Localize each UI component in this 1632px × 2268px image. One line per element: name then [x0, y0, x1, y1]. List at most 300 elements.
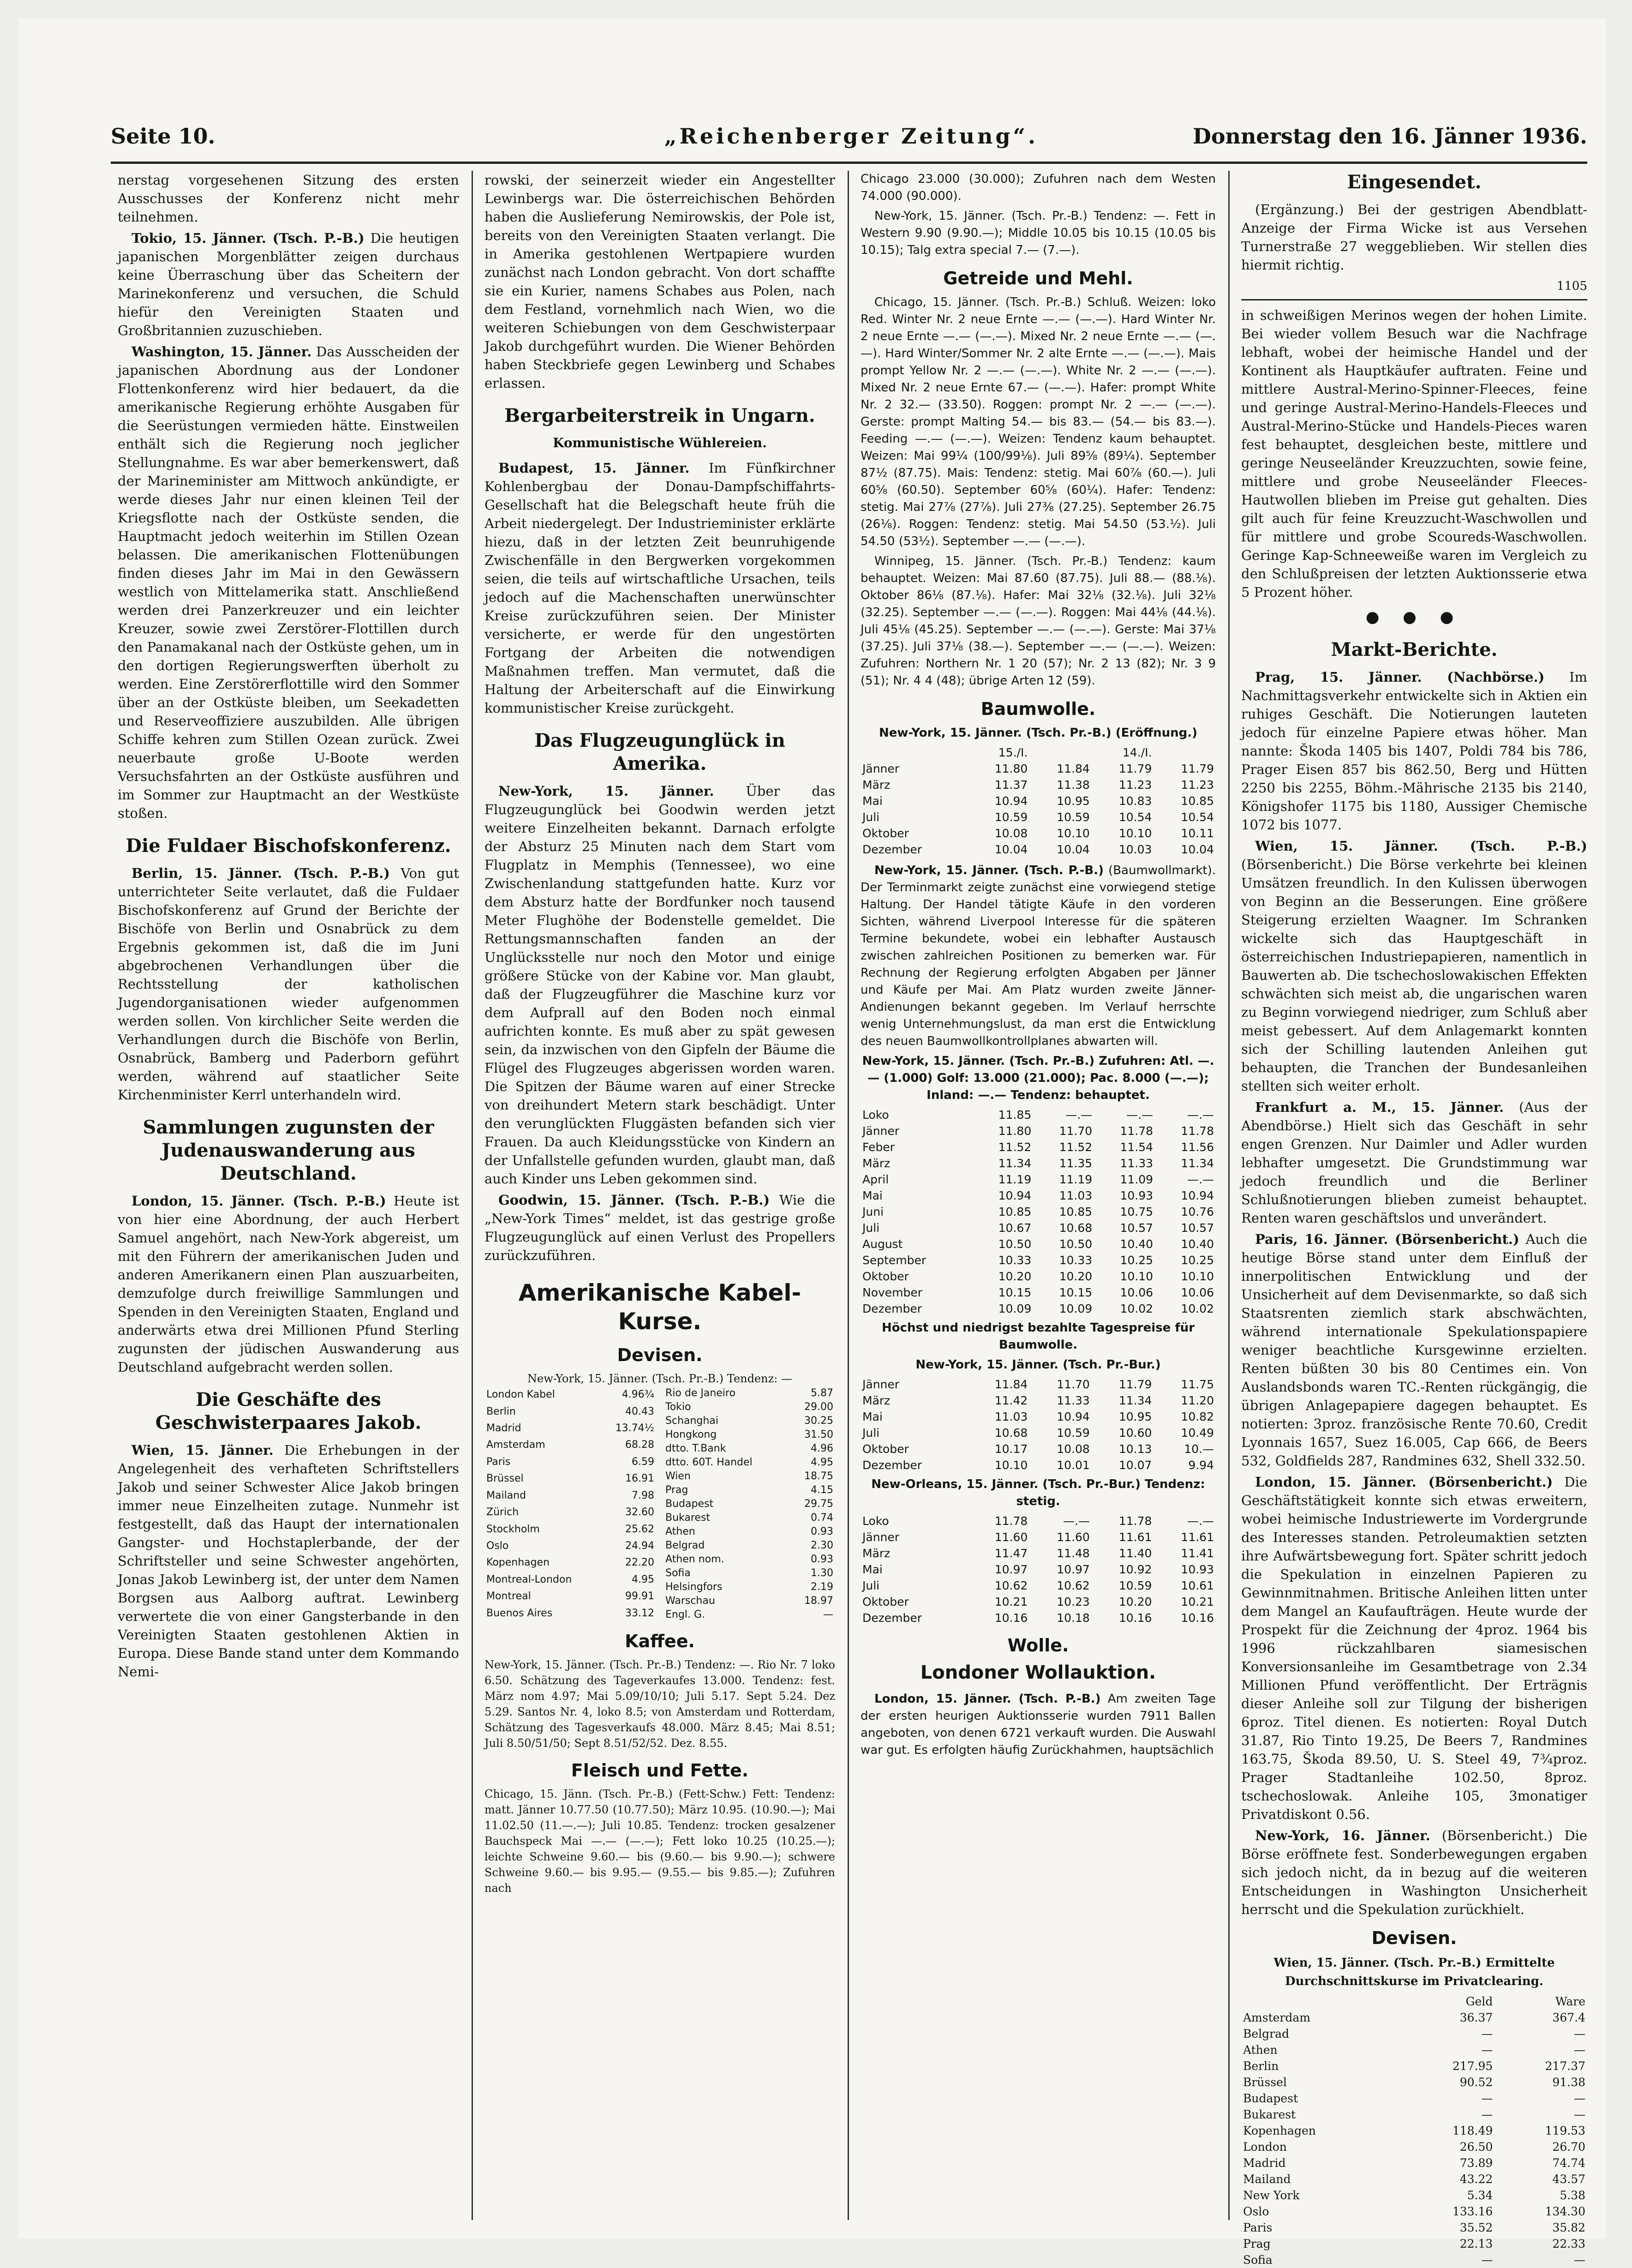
row-label: Budapest: [665, 1498, 714, 1510]
column-divider: [848, 171, 849, 2220]
table-row: [484, 1470, 656, 1487]
table-cell: 10.16: [994, 1611, 1028, 1625]
table-cell: 74.74: [1552, 2156, 1585, 2170]
table-row: [484, 1521, 656, 1537]
table-cell: [1154, 744, 1216, 761]
kabel-rates: [484, 1386, 835, 1622]
table-row: [484, 1605, 656, 1622]
table-row: [861, 1204, 1216, 1220]
table-row: [861, 1107, 1216, 1123]
issue-date: Donnerstag den 16. Jänner 1936.: [1192, 124, 1587, 149]
row-label: Kopenhagen: [1243, 2124, 1316, 2137]
devisen-title: Devisen.: [1371, 1928, 1457, 1948]
table-row: [861, 1610, 1216, 1626]
article-text: Wie die „New-York Times“ meldet, ist das gestrige große Flugzeugunglück auf einen Verlust des Propellers zurückzuführen.: [484, 1192, 835, 1263]
row-label: Oktober: [862, 1595, 909, 1608]
row-label: Juni: [862, 1205, 884, 1218]
table-cell: 22.33: [1552, 2237, 1585, 2250]
table-cell: 10.01: [1057, 1458, 1090, 1472]
row-label: Zürich: [486, 1506, 519, 1518]
table-cell: 10.11: [1181, 827, 1214, 840]
table-cell: 11.54: [1120, 1140, 1154, 1154]
table-cell: 10.50: [998, 1237, 1032, 1251]
table-cell: —: [1481, 2108, 1493, 2121]
row-label: London Kabel: [486, 1389, 555, 1401]
winnipeg-text: Winnipeg, 15. Jänner. (Tsch. Pr.-B.) Tendenz: kaum behauptet. Weizen: Mai 87.60 (87.75). Juli 88.— (88.⅛). Oktober 86⅛ (87.⅛). Hafer: Mai 32⅛ (32.⅛). Juli 32⅛ (32.25). September —.— (—.—). Roggen: Mai 44⅛ (44.⅛). Juli 45⅛ (45.25). September —.— (—.—). Gerste: Mai 37⅛ (37.25). Juli 37⅛ (38.—). September —.— (—.—). Weizen: Zufuhren: Northern Nr. 1 20 (57); Nr. 2 13 (82); Nr. 3 9 (51); Nr. 4 4 (48); übrige Arten 12 (59).: [861, 554, 1216, 688]
baumwolle-title: Baumwolle.: [980, 699, 1096, 719]
table-cell: 11.03: [1059, 1189, 1093, 1202]
row-label: New York: [1243, 2189, 1300, 2202]
row-label: Wien: [665, 1470, 691, 1482]
row-label: Loko: [862, 1108, 889, 1122]
table-cell: 118.49: [1452, 2124, 1493, 2137]
table-row: [861, 1220, 1216, 1236]
table-cell: Ware: [1555, 1995, 1585, 2008]
table-cell: 0.74: [811, 1512, 833, 1524]
kaffee-text: New-York, 15. Jänner. (Tsch. Pr.-B.) Tendenz: —. Rio Nr. 7 loko 6.50. Schätzung des Tageverkaufes 13.000. Tendenz: fest. März nom 4.97; Mai 5.09/10/10; Juli 5.17. Sept 5.24. Dez 5.29. Santos Nr. 4, loko 8.5; von Amsterdam und Rotterdam, Schätzung des Tagesverkaufs 48.000. März 8.45; Mai 8.51; Juli 8.50/51/50; Sept 8.51/52/52. Dez. 8.55.: [484, 1658, 835, 1750]
article-text: (Baumwollmarkt). Der Terminmarkt zeigte zunächst eine vorwiegend stetige Haltung. Der Handel tätigte Käufe in den vorderen Sichten, während Liverpool Interesse für die späteren Termine bekundete, wobei ein lebhafter Austausch zwischen zahlreichen Positionen zu bemerken war. Für Rechnung der Regierung erfolgten Abgaben per Jänner und Käufe per Mai. Am Platz wurden zweite Jänner-Andienungen bekannt gegeben. Im Verlauf herrschte wenig Unternehmungslust, da man erst die Entwicklung des neuen Baumwollkontrollplanes abwarten will.: [861, 864, 1216, 1048]
row-label: Brüssel: [486, 1473, 524, 1485]
table-cell: 14./I.: [1122, 746, 1152, 759]
kabel-devisen-title: Devisen.: [617, 1345, 703, 1365]
table-cell: 10.94: [1057, 1410, 1090, 1423]
table-cell: 10.59: [1057, 1426, 1090, 1440]
table-cell: 11.23: [1118, 778, 1152, 792]
article-paragraph: [118, 342, 459, 822]
row-label: Sofia: [1243, 2253, 1273, 2267]
table-row: [664, 1497, 835, 1511]
table-cell: 10.15: [998, 1286, 1032, 1299]
newspaper-title: „Reichenberger Zeitung“.: [664, 124, 1039, 149]
table-row: [861, 1441, 1216, 1457]
row-label: London: [1243, 2140, 1287, 2154]
baumwolle-table: [861, 744, 1216, 858]
article-paragraph: [1241, 837, 1587, 1095]
page-header: [111, 124, 1587, 156]
table-cell: 10.40: [1181, 1237, 1214, 1251]
table-cell: 11.80: [998, 1124, 1032, 1138]
table-row: [484, 1454, 656, 1470]
table-row: [861, 761, 1216, 777]
table-cell: 6.59: [632, 1456, 654, 1468]
table-cell: 119.53: [1545, 2124, 1585, 2137]
column-2: [484, 171, 835, 2220]
table-row: [484, 1504, 656, 1521]
table-row: [664, 1483, 835, 1497]
table-cell: —: [1574, 2027, 1585, 2040]
kabel-devisen-head: New-York, 15. Jänner. (Tsch. Pr.-B.) Tendenz: —: [527, 1372, 792, 1385]
table-cell: [1029, 744, 1092, 761]
article-paragraph: [118, 864, 459, 1104]
table-cell: 11.60: [1057, 1530, 1090, 1544]
table-cell: 35.82: [1552, 2221, 1585, 2234]
kabel-rates-left: [484, 1386, 656, 1622]
table-row: [861, 1392, 1216, 1409]
table-cell: 0.93: [811, 1554, 833, 1565]
column-4: [1241, 171, 1588, 2267]
dateline: Goodwin, 15. Jänner. (Tsch. P.-B.): [498, 1192, 770, 1208]
article-text: Am zweiten Tage der ersten heurigen Auktionsserie wurden 7911 Ballen angeboten, von denen 6721 verkauft wurden. Die Auswahl war gut. Es erfolgten häufig Zurückhahmen, hauptsächlich: [861, 1692, 1216, 1757]
table-row: [664, 1580, 835, 1594]
table-cell: 10.17: [994, 1442, 1028, 1456]
table-row: [1241, 2252, 1587, 2268]
table-row: [664, 1553, 835, 1566]
table-cell: 10.97: [1057, 1563, 1090, 1576]
table-cell: 10.02: [1120, 1302, 1154, 1315]
table-cell: 11.41: [1181, 1547, 1214, 1560]
dateline: London, 15. Jänner. (Börsenbericht.): [1255, 1474, 1553, 1490]
article-paragraph: [861, 1691, 1216, 1759]
article-paragraph: [1241, 1826, 1587, 1919]
table-cell: 10.68: [1059, 1221, 1093, 1235]
table-cell: 18.97: [804, 1595, 833, 1607]
row-label: März: [862, 1157, 891, 1170]
table-cell: 10.10: [994, 1458, 1028, 1472]
row-label: Mai: [862, 1563, 883, 1576]
table-row: [484, 1488, 656, 1504]
article-paragraph: [1241, 1098, 1587, 1227]
table-cell: 10.59: [1057, 810, 1090, 824]
article-text: Über das Flugzeugunglück bei Goodwin werden jetzt weitere Einzelheiten bekannt. Darnach erfolgte der Absturz 25 Minuten nach dem Start vom Flugplatz in Memphis (Tennessee), wo eine Zwischenlandung stattgefunden hatte. Kurz vor dem Absturz hatte der Bordfunker noch tausend Meter Flughöhe der Bodenstelle gemeldet. Die Rettungsmannschaften fanden an der Unglücksstelle nur noch den Motor und einige größere Stücke von der Kabine vor. Man glaubt, daß der Flugzeugführer die Maschine kurz vor dem Aufprall auf den Boden noch einmal aufrichten konnte. Es muß aber zu spät gewesen sein, da inzwischen von den Gipfeln der Bäume die Flügel des Flugzeuges abgerissen worden waren. Die Spitzen der Bäume waren auf einer Strecke von dreihundert Metern stark beschädigt. Unter den verunglückten Fluggästen befanden sich vier Frauen. Da auch Kleidungsstücke von Kindern an der Unfallstelle gefunden wurden, glaubt man, daß auch Kinder uns Leben gekommen sind.: [484, 783, 836, 1187]
table-row: [861, 1545, 1216, 1561]
table-cell: 68.28: [625, 1439, 654, 1451]
header-rule: [111, 162, 1587, 164]
table-cell: —: [1481, 2043, 1493, 2057]
dateline: Budapest, 15. Jänner.: [498, 460, 690, 476]
market-text: Chicago 23.000 (30.000); Zufuhren nach dem Westen 74.000 (90.000).: [861, 172, 1216, 203]
newspaper-page: [18, 18, 1606, 2267]
table-row: [861, 1171, 1216, 1188]
table-cell: 10.85: [998, 1205, 1032, 1218]
row-label: Juli: [862, 810, 880, 824]
table-cell: 99.91: [625, 1590, 654, 1602]
table-cell: 11.85: [998, 1108, 1032, 1122]
dateline: Wien, 15. Jänner.: [132, 1442, 274, 1458]
table-cell: —.—: [1187, 1108, 1214, 1122]
table-row: [861, 1123, 1216, 1139]
table-row: [1241, 2042, 1587, 2058]
table-row: [1241, 2187, 1587, 2203]
table-row: [484, 1572, 656, 1588]
table-cell: 43.57: [1552, 2172, 1585, 2186]
table-row: [484, 1403, 656, 1420]
table-cell: 10.83: [1118, 794, 1152, 808]
headline: Sammlungen zugunsten der Judenauswanderung aus Deutschland.: [143, 1116, 434, 1184]
table-row: [1241, 2010, 1587, 2026]
table-cell: 26.70: [1552, 2140, 1585, 2154]
row-label: [861, 744, 968, 761]
table-cell: 2.19: [811, 1581, 833, 1593]
row-label: Schanghai: [665, 1415, 718, 1427]
row-label: Oktober: [862, 827, 909, 840]
table-row: [861, 777, 1216, 793]
table-cell: 134.30: [1545, 2205, 1585, 2218]
notice-number: 1105: [1556, 279, 1587, 293]
table-cell: 91.38: [1552, 2076, 1585, 2089]
table-cell: 10.16: [1118, 1611, 1152, 1625]
row-label: [1241, 1993, 1402, 2010]
dateline: London, 15. Jänner. (Tsch. P.-B.): [132, 1193, 386, 1209]
article-text: Von gut unterrichteter Seite verlautet, daß die Fuldaer Bischofskonferenz auf Grund der Berichte der Bischöfe von Berlin und Osnabrück zu dem Ergebnis gekommen ist, daß die im Juni abgebrochenen Verhandlungen über die Rechtsstellung der katholischen Jugendorganisationen wieder aufgenommen werden sollen. Von kirchlicher Seite werden die Verhandlungen durch die Bischöfe von Berlin, Osnabrück, Bamberg und Paderborn geführt werden, während auf staatlicher Seite Kirchenminister Kerrl unterhandeln wird.: [118, 865, 459, 1103]
baumwolle-table: [861, 1376, 1216, 1473]
headline: Bergarbeiterstreik in Ungarn.: [504, 405, 815, 426]
table-cell: 33.12: [625, 1607, 654, 1619]
table-cell: —: [1481, 2027, 1493, 2040]
table-row: [861, 1155, 1216, 1171]
table-cell: —: [1574, 2043, 1585, 2057]
table-cell: 10.57: [1120, 1221, 1154, 1235]
table-cell: 10.04: [1181, 843, 1214, 856]
table-cell: 10.06: [1120, 1286, 1154, 1299]
row-label: Tokio: [665, 1401, 691, 1413]
table-row: [1241, 2203, 1587, 2220]
table-row: [861, 1268, 1216, 1284]
table-row: [861, 1236, 1216, 1252]
row-label: Budapest: [1243, 2092, 1298, 2105]
row-label: Madrid: [1243, 2156, 1286, 2170]
table-cell: —.—: [1065, 1108, 1093, 1122]
table-header-row: [861, 744, 1216, 761]
table-row: [861, 793, 1216, 809]
table-cell: 10.62: [1057, 1579, 1090, 1592]
article-paragraph: [861, 862, 1216, 1050]
table-cell: 11.19: [1059, 1173, 1093, 1186]
table-cell: 11.60: [994, 1530, 1028, 1544]
table-cell: 10.62: [994, 1579, 1028, 1592]
headline: Eingesendet.: [1347, 171, 1482, 193]
table-cell: 24.94: [625, 1540, 654, 1552]
table-cell: 2.30: [811, 1540, 833, 1551]
table-cell: 1.30: [811, 1567, 833, 1579]
table-cell: 11.48: [1057, 1547, 1090, 1560]
row-label: Berlin: [486, 1405, 516, 1417]
table-cell: 7.98: [632, 1489, 654, 1501]
table-cell: 5.87: [811, 1387, 833, 1399]
table-cell: 16.91: [625, 1473, 654, 1485]
table-cell: 11.23: [1181, 778, 1214, 792]
table-cell: 10.21: [1181, 1595, 1214, 1608]
table-row: [1241, 2058, 1587, 2074]
baumwolle-table: [861, 1107, 1216, 1317]
table-cell: 11.70: [1059, 1124, 1093, 1138]
section-separator: ● ● ●: [1365, 608, 1463, 626]
dateline: Tokio, 15. Jänner. (Tsch. P.-B.): [132, 230, 365, 246]
row-label: August: [862, 1237, 903, 1251]
table-cell: 217.37: [1545, 2059, 1585, 2073]
column-1: [118, 171, 459, 2220]
fleisch-text: Chicago, 15. Jänn. (Tsch. Pr.-B.) (Fett-Schw.) Fett: Tendenz: matt. Jänner 10.77.50 (10.77.50); März 10.95. (10.90.—); Mai 11.02.50 (11.—.—); Juli 10.85. Tendenz: trocken gesalzener Bauchspeck Mai —.— (—.—); Fett loko 10.25 (10.25.—); leichte Schweine 9.60.— bis (9.60.— bis 9.90.—); schwere Schweine 9.60.— bis 9.95.— (9.55.— bis 9.85.—); Zufuhren nach: [484, 1788, 835, 1895]
table-cell: 10.02: [1181, 1302, 1214, 1315]
row-label: Bukarest: [1243, 2108, 1296, 2121]
table-cell: 11.75: [1181, 1378, 1214, 1391]
table-row: [861, 1425, 1216, 1441]
table-cell: 10.07: [1118, 1458, 1152, 1472]
table-row: [664, 1511, 835, 1525]
table-cell: 10.95: [1118, 1410, 1152, 1423]
table-cell: 10.95: [1057, 794, 1090, 808]
table-cell: 10.08: [1057, 1442, 1090, 1456]
table-row: [484, 1588, 656, 1605]
table-cell: 29.75: [804, 1498, 833, 1510]
table-row: [861, 841, 1216, 858]
row-label: Oktober: [862, 1442, 909, 1456]
table-cell: 10.67: [998, 1221, 1032, 1235]
table-cell: 10.85: [1059, 1205, 1093, 1218]
table-cell: 11.19: [998, 1173, 1032, 1186]
article-text: Das Ausscheiden der japanischen Abordnung aus der Londoner Flottenkonferenz wird hier bedauert, da die amerikanische Regierung erhöhte Ausgaben für die Seerüstungen vermieden hätte. Einstweilen enthält sich die Regierung noch jeglicher Stellungnahme. Es war aber bemerkenswert, daß der Marineminister am Mittwoch ankündigte, er werde dieses Jahr nur einen kleinen Teil der Kriegsflotte nach der Ostküste senden, die Hauptmacht jedoch weiterhin im Stillen Ozean belassen. Die amerikanischen Flottenübungen finden dieses Jahr im Mai in den Gewässern westlich von Mittelamerika statt. Anschließend werden drei Panzerkreuzer und ein leichter Kreuzer, sowie zwei Zerstörer-Flottillen durch den Panamakanal nach der Ostküste gehen, um in den dortigen Regierungswerften überholt zu werden. Eine Zerstörerflottille wird den Sommer über an der Ostküste bleiben, um Seekadetten und Reserveoffiziere auszubilden. Alle übrigen Schiffe kehren zum Stillen Ozean zurück. Zwei neuerbaute große U-Boote werden Versuchsfahrten an der Ostküste ausführen und im Sommer zur Hauptmacht an der Westküste stoßen.: [118, 344, 460, 821]
table-row: [861, 1409, 1216, 1425]
dateline: Wien, 15. Jänner. (Tsch. P.-B.): [1255, 838, 1587, 854]
table-row: [664, 1566, 835, 1580]
table-row: [861, 1529, 1216, 1545]
table-cell: —: [1574, 2253, 1585, 2267]
table-cell: 15./I.: [998, 746, 1028, 759]
baumwolle-table-head: New-Orleans, 15. Jänner. (Tsch. Pr.-Bur.) Tendenz: stetig.: [871, 1477, 1205, 1508]
row-label: Paris: [486, 1456, 511, 1468]
table-cell: 10.93: [1120, 1189, 1154, 1202]
row-label: Mai: [862, 1410, 883, 1423]
table-cell: 10.04: [994, 843, 1028, 856]
table-cell: 11.70: [1057, 1378, 1090, 1391]
article-text: (Börsenbericht.) Die Börse eröffnete fest. Sonderbewegungen ergaben sich jedoch nicht, da in bezug auf die weiteren Entscheidungen in Washington Unsicherheit herrscht und die Spekulation zurückhielt.: [1241, 1828, 1588, 1917]
devisen-table: [1241, 1993, 1587, 2268]
row-label: Athen: [1243, 2043, 1278, 2057]
row-label: Jänner: [862, 1124, 900, 1138]
table-row: [484, 1437, 656, 1453]
table-row: [1241, 2236, 1587, 2252]
section-rule: [1241, 299, 1587, 300]
article-paragraph: [1241, 1473, 1587, 1824]
row-label: März: [862, 1547, 891, 1560]
row-label: Loko: [862, 1514, 889, 1528]
article-text: Im Fünfkirchner Kohlenbergbau der Donau-Dampfschiffahrts-Gesellschaft hat die Belegschaft heute früh die Arbeit niedergelegt. Der Industrieminister erklärte hiezu, daß in der letzten Zeit beunruhigende Zwischenfälle in den Bergwerken vorgekommen seien, die teils auf wirtschaftliche Ursachen, teils jedoch auf die Machenschaften unerwünschter Kreise zurückzuführen seien. Der Minister versicherte, er werde für den ungestörten Fortgang der Arbeiten die notwendigen Maßnahmen treffen. Man vermutet, daß die Haltung der Arbeiterschaft auf die Einwirkung kommunistischer Kreise zurückgeht.: [484, 460, 836, 716]
table-cell: 10.21: [994, 1595, 1028, 1608]
table-cell: 11.84: [1057, 762, 1090, 775]
table-cell: 35.52: [1459, 2221, 1493, 2234]
table-cell: 11.34: [998, 1157, 1032, 1170]
table-row: [1241, 2139, 1587, 2155]
article-paragraph: [484, 459, 835, 717]
table-cell: 73.89: [1459, 2156, 1493, 2170]
table-cell: 10.09: [998, 1302, 1032, 1315]
row-label: dtto. T.Bank: [665, 1443, 726, 1454]
table-row: [1241, 2171, 1587, 2187]
table-cell: 11.37: [994, 778, 1028, 792]
table-cell: 10.25: [1120, 1254, 1154, 1267]
table-cell: 4.96¾: [622, 1389, 654, 1401]
table-cell: 10.16: [1181, 1611, 1214, 1625]
table-row: [861, 1513, 1216, 1529]
row-label: Dezember: [862, 1302, 922, 1315]
table-cell: 11.35: [1059, 1157, 1093, 1170]
row-label: Montreal: [486, 1590, 531, 1602]
table-row: [664, 1525, 835, 1539]
table-cell: 11.84: [994, 1378, 1028, 1391]
row-label: Athen nom.: [665, 1554, 724, 1565]
table-cell: 10.85: [1181, 794, 1214, 808]
table-cell: 10.20: [1118, 1595, 1152, 1608]
table-cell: 10.—: [1184, 1442, 1214, 1456]
row-label: Athen: [665, 1526, 695, 1537]
table-cell: 9.94: [1188, 1458, 1214, 1472]
table-cell: 10.15: [1059, 1286, 1093, 1299]
row-label: Jänner: [862, 1378, 900, 1391]
table-cell: 10.68: [994, 1426, 1028, 1440]
table-cell: —: [1574, 2092, 1585, 2105]
table-cell: 10.94: [1181, 1189, 1214, 1202]
table-row: [664, 1442, 835, 1456]
row-label: April: [862, 1173, 889, 1186]
row-label: Sofia: [665, 1567, 691, 1579]
table-cell: 11.52: [1059, 1140, 1093, 1154]
kaffee-title: Kaffee.: [625, 1631, 695, 1651]
table-cell: 10.33: [1059, 1254, 1093, 1267]
table-cell: 367.4: [1552, 2011, 1585, 2024]
table-cell: 10.33: [998, 1254, 1032, 1267]
row-label: September: [862, 1254, 927, 1267]
table-cell: —: [823, 1609, 833, 1620]
row-label: Montreal-London: [486, 1573, 572, 1585]
row-label: Jänner: [862, 762, 900, 775]
table-cell: 10.08: [994, 827, 1028, 840]
row-label: Dezember: [862, 843, 922, 856]
dateline: Washington, 15. Jänner.: [132, 344, 312, 360]
table-cell: 22.13: [1459, 2237, 1493, 2250]
table-row: [664, 1456, 835, 1470]
table-cell: 10.94: [998, 1189, 1032, 1202]
table-cell: 10.54: [1118, 810, 1152, 824]
table-row: [664, 1470, 835, 1483]
headline: Das Flugzeugunglück in Amerika.: [534, 730, 785, 774]
table-cell: 11.09: [1120, 1173, 1154, 1186]
table-cell: —.—: [1187, 1173, 1214, 1186]
table-cell: 10.10: [1181, 1270, 1214, 1283]
table-cell: 11.78: [1118, 1514, 1152, 1528]
article-paragraph: [118, 1192, 459, 1376]
table-cell: 10.10: [1057, 827, 1090, 840]
headline: Londoner Wollauktion.: [920, 1662, 1156, 1683]
row-label: Rio de Janeiro: [665, 1387, 735, 1399]
table-cell: 32.60: [625, 1506, 654, 1518]
row-label: Oslo: [486, 1540, 509, 1552]
table-cell: 29.00: [804, 1401, 833, 1413]
row-label: Oslo: [1243, 2205, 1269, 2218]
table-cell: 5.34: [1467, 2189, 1493, 2202]
table-row: [664, 1386, 835, 1400]
row-label: Juli: [862, 1579, 880, 1592]
table-cell: 11.03: [994, 1410, 1028, 1423]
kabel-rates-right: [664, 1386, 835, 1622]
table-cell: 10.10: [1120, 1270, 1154, 1283]
dateline: New-York, 15. Jänner.: [498, 783, 714, 799]
article-text: Im Nachmittagsverkehr entwickelte sich in Aktien ein ruhiges Geschäft. Die Notierungen lauteten jedoch für einzelne Papiere etwas höher. Man nannte: Škoda 1405 bis 1407, Poldi 784 bis 786, Prager Eisen 857 bis 862.50, Berg und Hütten 2250 bis 2255, Böhm.-Mährische 2135 bis 2140, Königshofer 1175 bis 1180, Aussiger Chemische 1072 bis 1077.: [1241, 669, 1588, 833]
table-row: [861, 809, 1216, 825]
table-row: [1241, 2220, 1587, 2236]
table-cell: —: [1481, 2092, 1493, 2105]
row-label: Madrid: [486, 1422, 521, 1434]
table-cell: 10.03: [1118, 843, 1152, 856]
table-cell: 11.42: [994, 1394, 1028, 1407]
table-cell: 26.50: [1459, 2140, 1493, 2154]
table-cell: 11.79: [1118, 1378, 1152, 1391]
table-cell: 4.96: [811, 1443, 833, 1454]
table-row: [484, 1386, 656, 1403]
row-label: Amsterdam: [1243, 2011, 1310, 2024]
article-text: Die Geschäftstätigkeit konnte sich etwas erweitern, wobei heimische Industriewerte im Vordergrunde des Interesses standen. Petroleumaktien setzten ihre Aufwärtsbewegung fort. Später schritt jedoch die Spekulation in einzelnen Papieren zu Gewinnmitnahmen. Britische Anleihen litten unter dem Mangel an Kaufaufträgen. Heute wurde der Prospekt für die Zeichnung der 4proz. 1964 bis 1996 rückzahlbaren siamesischen Konversionsanleihe im Gesamtbetrage von 2.34 Millionen Pfund veröffentlicht. Der Erträgnis dieser Anleihe soll zur Tilgung der bisherigen 6proz. Titel dienen. Es notierten: Royal Dutch 31.87, Rio Tinto 19.25, De Beers 7, Randmines 163.75, Škoda 89.50, U. S. Steel 49, 7¾proz. Prager Stadtanleihe 102.50, 8proz. tschechoslowak. Anleihe 105, 3monatiger Privatdiskont 0.56.: [1241, 1474, 1587, 1822]
table-cell: —: [1481, 2253, 1493, 2267]
table-cell: —.—: [1126, 1108, 1154, 1122]
row-label: Mai: [862, 1189, 883, 1202]
